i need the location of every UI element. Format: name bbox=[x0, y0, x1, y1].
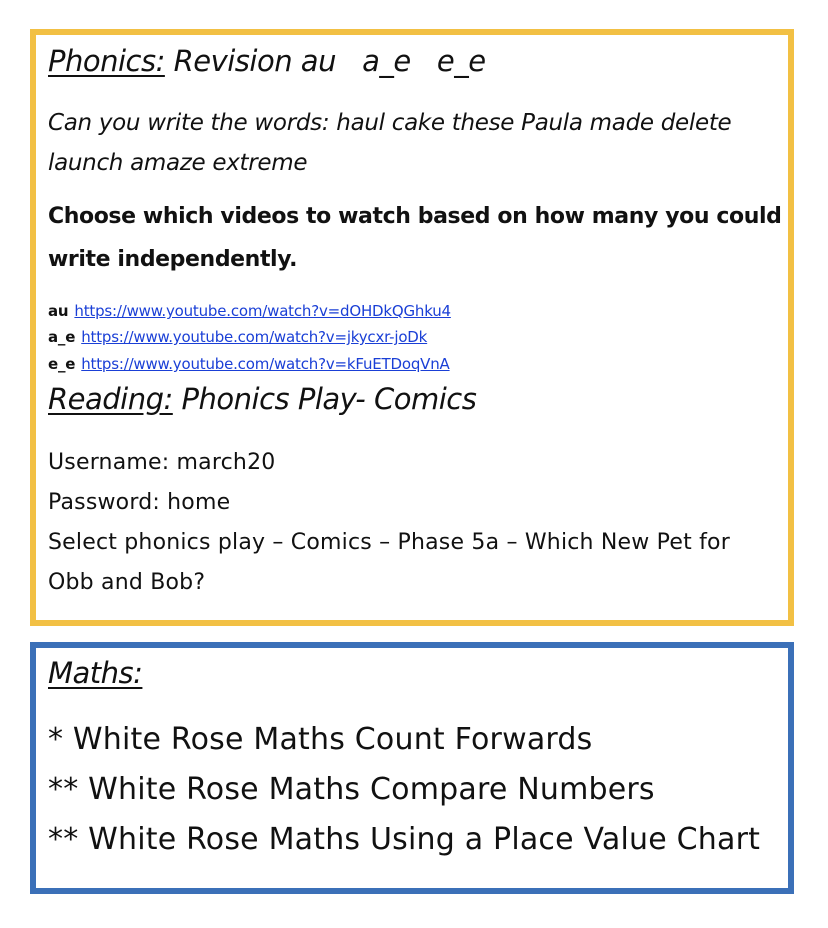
maths-heading bbox=[48, 656, 142, 690]
video-link-e-e[interactable]: https://www.youtube.com/watch?v=kFuETDoqVnA bbox=[81, 355, 450, 373]
maths-item: ** White Rose Maths Using a Place Value Chart bbox=[48, 822, 761, 857]
reading-heading bbox=[48, 382, 476, 416]
phonics-instruction-line-1: Choose which videos to watch based on how many you could bbox=[48, 204, 782, 229]
maths-item: * White Rose Maths Count Forwards bbox=[48, 722, 593, 757]
video-link-row bbox=[48, 328, 427, 346]
reading-heading-rest: Phonics Play- Comics bbox=[181, 382, 477, 416]
phonics-heading-rest: Revision au a_e e_e bbox=[173, 44, 486, 78]
phonics-instruction-line-2: write independently. bbox=[48, 247, 298, 272]
video-link-tag: au bbox=[48, 302, 69, 320]
reading-password: Password: home bbox=[48, 490, 231, 515]
video-link-tag: e_e bbox=[48, 355, 76, 373]
video-link-au[interactable]: https://www.youtube.com/watch?v=dOHDkQGhku4 bbox=[74, 302, 451, 320]
reading-username: Username: march20 bbox=[48, 450, 276, 475]
phonics-heading-label: Phonics: bbox=[48, 44, 165, 78]
video-link-row bbox=[48, 302, 451, 320]
reading-select-line-1: Select phonics play – Comics – Phase 5a – Which New Pet for bbox=[48, 530, 730, 555]
phonics-question-line-2: launch amaze extreme bbox=[48, 150, 308, 176]
maths-heading-label: Maths: bbox=[48, 656, 143, 690]
video-link-row bbox=[48, 355, 450, 373]
maths-item: ** White Rose Maths Compare Numbers bbox=[48, 772, 655, 807]
video-link-a-e[interactable]: https://www.youtube.com/watch?v=jkycxr-joDk bbox=[81, 328, 428, 346]
video-link-tag: a_e bbox=[48, 328, 76, 346]
phonics-heading bbox=[48, 44, 486, 78]
reading-heading-label: Reading: bbox=[48, 382, 173, 416]
reading-select-line-2: Obb and Bob? bbox=[48, 570, 206, 595]
phonics-question-line-1: Can you write the words: haul cake these Paula made delete bbox=[48, 110, 732, 136]
